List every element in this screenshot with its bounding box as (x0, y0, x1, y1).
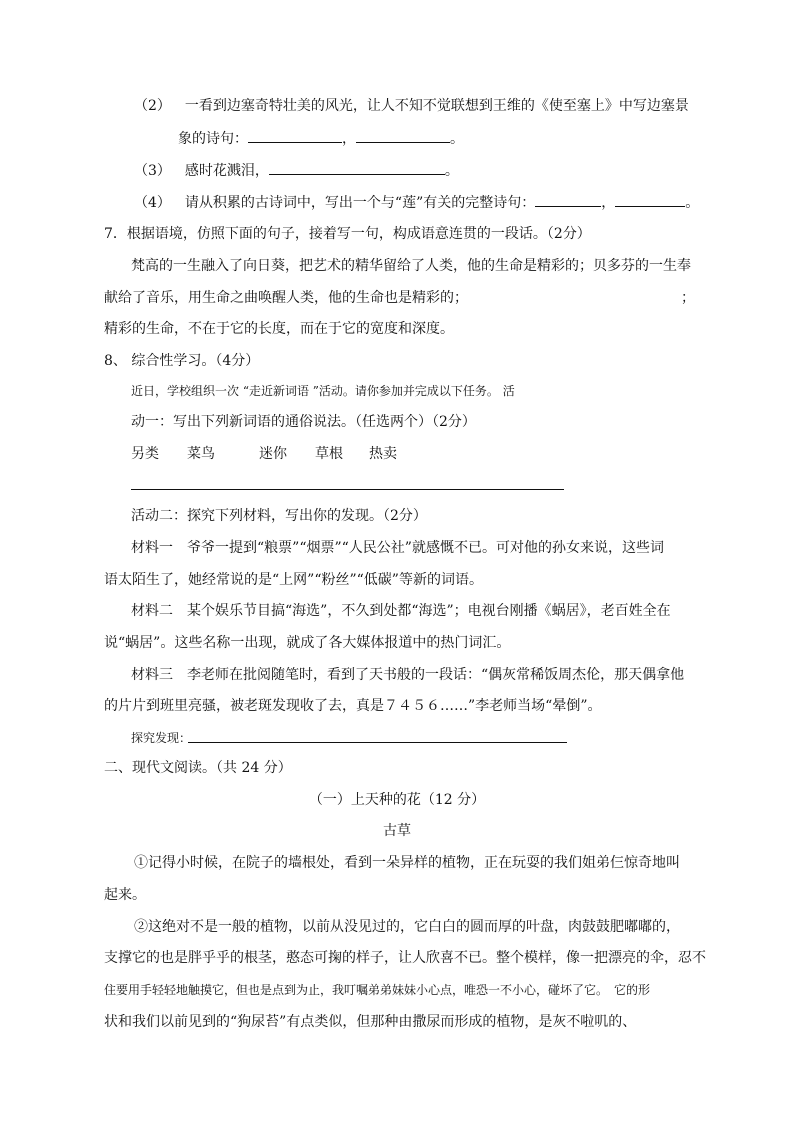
q8-material3-line1: 材料三 李老师在批阅随笔时，看到了天书般的一段话：“偶灰常稀饭周杰伦，那天偶拿他 (131, 667, 685, 683)
q8-heading: 8、 综合性学习。（4分） (104, 353, 260, 369)
passage-p1-line1: ①记得小时候，在院子的墙根处，看到一朵异样的植物，正在玩耍的我们姐弟仨惊奇地叫 (134, 855, 680, 871)
period: 。 (685, 195, 700, 211)
answer-blank[interactable] (535, 192, 601, 207)
q8-material1-line2: 语太陌生了，她经常说的是“上网”“粉丝”“低碳”等新的词语。 (104, 572, 483, 588)
passage-p1-line2: 起来。 (104, 887, 146, 903)
answer-blank[interactable] (356, 128, 450, 143)
passage-p2-line2: 支撑它的也是胖乎乎的根茎，憨态可掬的样子，让人欣喜不已。整个模样，像一把漂亮的伞，忍不 (104, 950, 706, 966)
q8-activity1: 动一：写出下列新词语的通俗说法。（任选两个）（2分） (131, 414, 476, 430)
q7-paragraph-line-1: 梵高的一生融入了向日葵，把艺术的精华留给了人类，他的生命是精彩的；贝多芬的一生奉 (131, 258, 691, 274)
word-5: 热卖 (369, 446, 397, 462)
q7-paragraph-line-2: 献给了音乐，用生命之曲唤醒人类，他的生命也是精彩的； (104, 290, 468, 306)
q8-activity1-answer-line[interactable] (131, 489, 564, 490)
q6-item4-number: （4） (134, 195, 171, 211)
comma: ， (342, 131, 356, 147)
q8-material1-line1: 材料一 爷爷一提到“粮票”“烟票”“人民公社”就感慨不已。可对他的孙女来说，这些词 (131, 540, 664, 556)
author-name: 古草 (383, 823, 411, 839)
q8-material2-line2: 说“蜗居”。这些名称一出现，就成了各大媒体报道中的热门词汇。 (104, 635, 511, 651)
passage-p2-line1: ②这绝对不是一般的植物，以前从没见过的，它白白的圆而厚的叶盘，肉鼓鼓肥嘟嘟的， (134, 919, 680, 935)
answer-blank[interactable] (248, 128, 342, 143)
q6-item3-text: 感时花溅泪， (184, 163, 269, 179)
word-4: 草根 (315, 446, 343, 462)
q6-item2-number: （2） (134, 98, 171, 114)
section-title: （一）上天种的花（12 分） (308, 792, 486, 808)
passage-p2-line3: 住要用手轻轻地触摸它，但也是点到为止，我叮嘱弟弟妹妹小心点，唯恐一不小心，碰坏了它。 它的形 (104, 983, 651, 997)
q8-intro: 近日，学校组织一次 “走近新词语 ”活动。请你参加并完成以下任务。 活 (131, 384, 515, 398)
q8-material2-line1: 材料二 某个娱乐节目搞“海选”，不久到处都“海选”；电视台刚播《蜗居》，老百姓全在 (131, 603, 671, 619)
period: 。 (450, 131, 464, 147)
q6-item4-text: 请从积累的古诗词中，写出一个与“莲”有关的完整诗句： (184, 195, 536, 211)
q8-discovery-answer-line[interactable] (188, 742, 567, 743)
passage-p2-line4: 状和我们以前见到的“狗尿苔”有点类似，但那种由撒尿而形成的植物，是灰不啦叽的、 (104, 1014, 637, 1030)
q7-heading: 7．根据语境，仿照下面的句子，接着写一句，构成语意连贯的一段话。（2分） (104, 226, 591, 242)
q6-item2-cont (178, 128, 464, 148)
comma: ， (601, 195, 616, 211)
q8-discovery-label: 探究发现： (131, 731, 192, 745)
answer-blank[interactable] (269, 160, 445, 175)
word-3: 迷你 (259, 446, 287, 462)
q6-item3-number: （3） (134, 163, 171, 179)
part2-heading: 二、现代文阅读。（共 24 分） (104, 760, 292, 776)
q8-activity2: 活动二：探究下列材料，写出你的发现。（2分） (131, 508, 427, 524)
q8-material3-line2: 的片片到班里亮骚，被老斑发现收了去，真是７４５６……”李老师当场“晕倒”。 (104, 698, 602, 714)
q6-item2-text: 一看到边塞奇特壮美的风光，让人不知不觉联想到王维的《使至塞上》中写边塞景 (184, 98, 689, 114)
word-2: 菜鸟 (187, 446, 215, 462)
word-1: 另类 (131, 446, 159, 462)
q6-item2-text-cont: 象的诗句： (178, 131, 248, 147)
period: 。 (444, 163, 459, 179)
q6-item2 (134, 96, 689, 116)
q6-item4 (134, 192, 699, 212)
q7-paragraph-line-3: 精彩的生命，不在于它的长度，而在于它的宽度和深度。 (104, 321, 454, 337)
q6-item3 (134, 160, 459, 180)
answer-blank[interactable] (615, 192, 685, 207)
q8-word-list (131, 444, 397, 464)
q7-answer-end-mark: ； (681, 290, 695, 306)
